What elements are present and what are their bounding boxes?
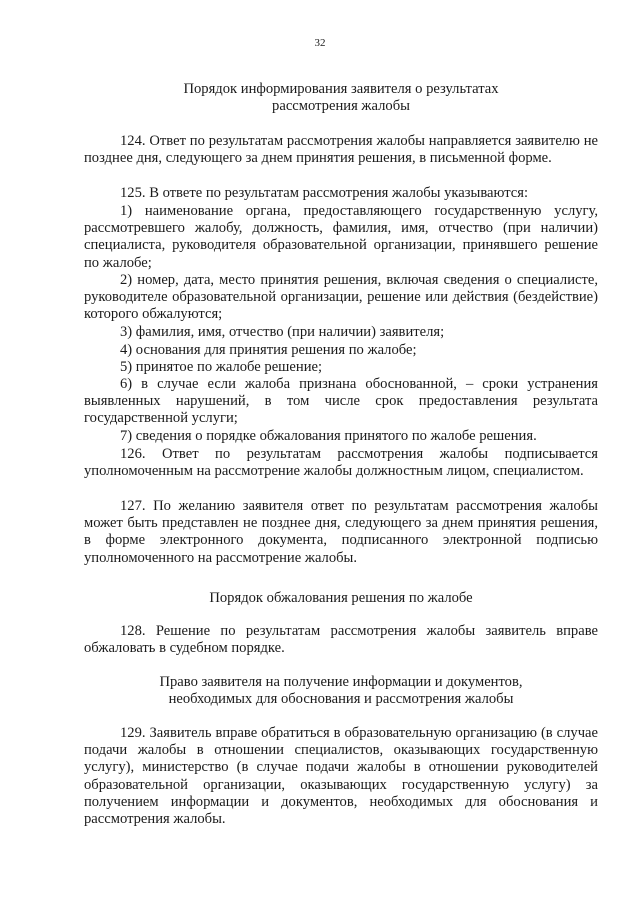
list-item-3: 3) фамилия, имя, отчество (при наличии) заявителя; [120, 324, 445, 340]
page-number: 32 [314, 37, 326, 49]
section-heading-appeal [84, 590, 598, 607]
list-item-2: 2) номер, дата, место принятия решения, включая сведения о специалисте, руководителе образовательной организации, решение или действия (бездействие) которого обжалуются; [84, 272, 598, 323]
heading-line: рассмотрения жалобы [272, 98, 410, 115]
heading-line: Порядок обжалования решения по жалобе [209, 590, 473, 606]
section-heading-informing [84, 81, 598, 115]
list-item-7: 7) сведения о порядке обжалования принятого по жалобе решения. [120, 428, 537, 444]
list-item-1: 1) наименование органа, предоставляющего государственную услугу, рассмотревшего жалобу, должность, фамилия, имя, отчество (при наличии) специалиста, руководителя образовательной организации, принявшего решение по жалобе; [84, 203, 598, 271]
paragraph-129: 129. Заявитель вправе обратиться в образовательную организацию (в случае подачи жалобы в отношении специалистов, оказывающих государственную услугу), министерство (в случае подачи жалобы в отношении руководителей образовательной организации, оказывающих государственную услугу) за получением информации и документов, необходимых для обоснования и рассмотрения жалобы. [84, 725, 598, 828]
list-item-5: 5) принятое по жалобе решение; [120, 359, 323, 375]
heading-line: Право заявителя на получение информации и документов, [159, 674, 523, 690]
list-item-4: 4) основания для принятия решения по жалобе; [120, 342, 417, 358]
paragraph-127: 127. По желанию заявителя ответ по результатам рассмотрения жалобы может быть представлен не позднее дня, следующего за днем принятия решения, в форме электронного документа, подписанного электронной подписью уполномоченного на рассмотрение жалобы. [84, 498, 598, 566]
heading-line: необходимых для обоснования и рассмотрения жалобы [168, 691, 514, 708]
list-item-6: 6) в случае если жалоба признана обоснованной, – сроки устранения выявленных нарушений, в том числе срок предоставления результата государственной услуги; [84, 376, 598, 427]
paragraph-125: 125. В ответе по результатам рассмотрения жалобы указываются: [120, 185, 529, 201]
paragraph-124: 124. Ответ по результатам рассмотрения жалобы направляется заявителю не позднее дня, следующего за днем принятия решения, в письменной форме. [84, 133, 598, 167]
paragraph-126: 126. Ответ по результатам рассмотрения жалобы подписывается уполномоченным на рассмотрение жалобы должностным лицом, специалистом. [84, 446, 598, 480]
paragraph-128: 128. Решение по результатам рассмотрения жалобы заявитель вправе обжаловать в судебном порядке. [84, 623, 598, 657]
heading-line: Порядок информирования заявителя о результатах [183, 81, 499, 97]
section-heading-rights [84, 674, 598, 708]
